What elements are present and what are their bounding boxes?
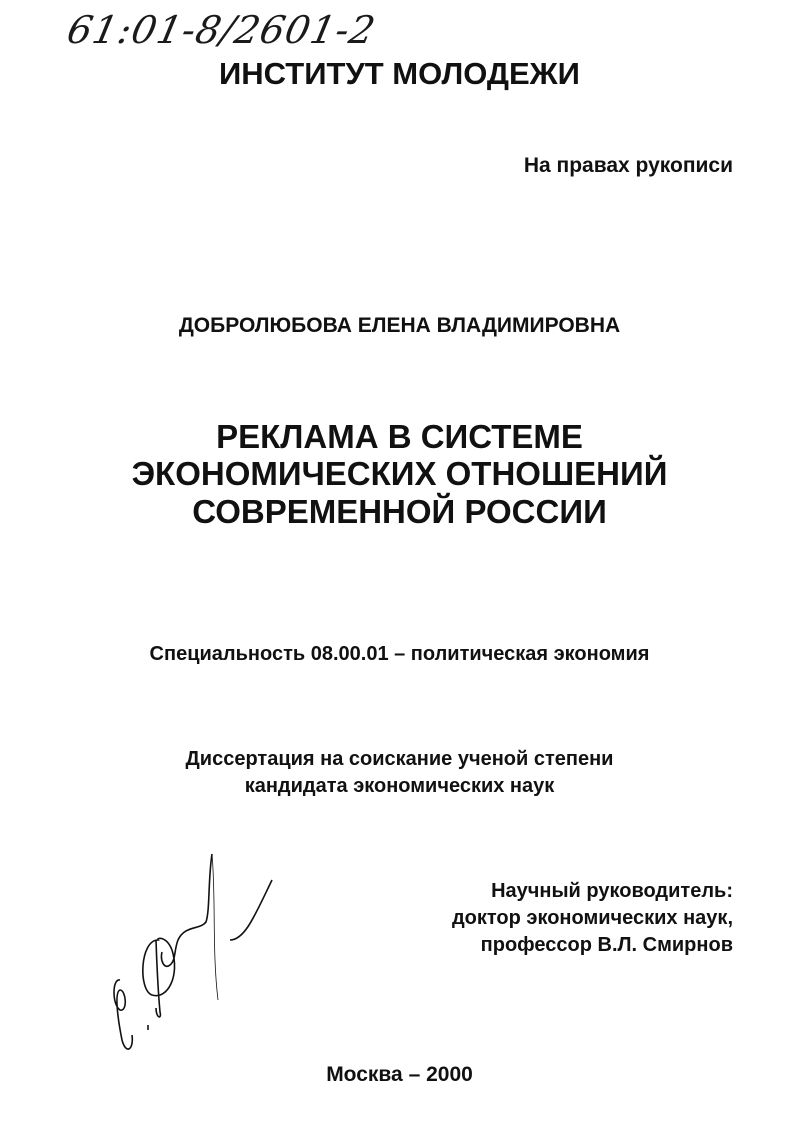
supervisor-degree: доктор экономических наук, bbox=[451, 907, 733, 929]
institution-name: ИНСТИТУТ МОЛОДЕЖИ bbox=[219, 56, 580, 91]
dissertation-title-line-2: ЭКОНОМИЧЕСКИХ ОТНОШЕНИЙ bbox=[131, 455, 668, 492]
degree-line-1: Диссертация на соискание ученой степени bbox=[185, 748, 614, 770]
supervisor-name: профессор В.Л. Смирнов bbox=[480, 934, 733, 956]
author-name: ДОБРОЛЮБОВА ЕЛЕНА ВЛАДИМИРОВНА bbox=[178, 314, 621, 337]
degree-line-2: кандидата экономических наук bbox=[244, 775, 555, 797]
place-and-year: Москва – 2000 bbox=[326, 1063, 473, 1086]
handwritten-catalog-number: 61:01-8/2601-2 bbox=[63, 8, 380, 52]
dissertation-title-line-3: СОВРЕМЕННОЙ РОССИИ bbox=[192, 493, 607, 530]
supervisor-label: Научный руководитель: bbox=[491, 880, 733, 902]
specialty: Специальность 08.00.01 – политическая экономия bbox=[149, 643, 650, 665]
signature-icon bbox=[90, 840, 290, 1070]
dissertation-title-line-1: РЕКЛАМА В СИСТЕМЕ bbox=[216, 418, 583, 455]
manuscript-note: На правах рукописи bbox=[523, 154, 733, 177]
